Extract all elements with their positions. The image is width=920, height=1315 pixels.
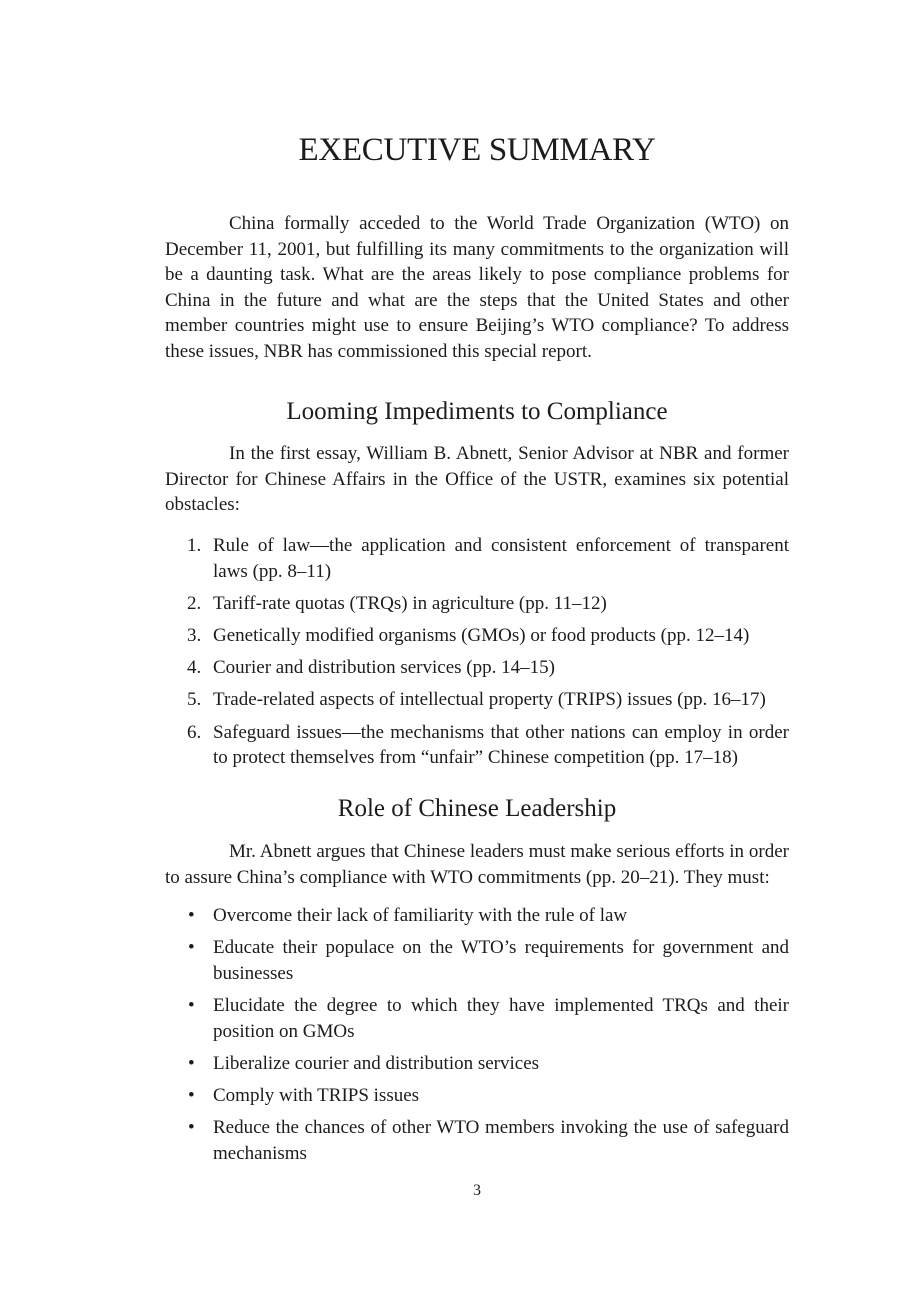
- bullet-icon: •: [188, 1052, 195, 1074]
- impediments-paragraph: In the first essay, William B. Abnett, Senior Advisor at NBR and former Director for Chinese Affairs in the Office of the USTR, examines six potential obstacles:: [165, 443, 789, 516]
- page-number: 3: [473, 1182, 481, 1199]
- list-item: [165, 591, 789, 617]
- requirements-list: [165, 903, 789, 1173]
- list-item-text: Genetically modified organisms (GMOs) or food products (pp. 12–14): [213, 624, 750, 646]
- list-number: 4.: [187, 657, 202, 679]
- list-item: [165, 655, 789, 681]
- list-number: 5.: [187, 689, 202, 711]
- section-heading-leadership: Role of Chinese Leadership: [337, 795, 617, 822]
- list-item: [165, 935, 789, 986]
- page-title: EXECUTIVE SUMMARY: [298, 132, 656, 168]
- list-item-text: Elucidate the degree to which they have implemented TRQs and their position on GMOs: [213, 994, 789, 1042]
- bullet-icon: •: [188, 994, 195, 1016]
- list-item-text: Reduce the chances of other WTO members invoking the use of safeguard mechanisms: [213, 1117, 789, 1164]
- section-heading-impediments: Looming Impediments to Compliance: [286, 398, 668, 425]
- list-item: [165, 1051, 789, 1077]
- bullet-icon: •: [188, 937, 195, 959]
- list-item-text: Educate their populace on the WTO’s requirements for government and businesses: [213, 937, 789, 984]
- list-item: [165, 1083, 789, 1109]
- list-item-text: Liberalize courier and distribution services: [213, 1052, 540, 1074]
- bullet-icon: •: [188, 1084, 195, 1106]
- list-item-text: Comply with TRIPS issues: [213, 1084, 420, 1106]
- list-number: 3.: [187, 624, 202, 646]
- list-item: [165, 1115, 789, 1166]
- list-item: [165, 720, 789, 771]
- bullet-icon: •: [188, 905, 195, 926]
- list-item: [165, 623, 789, 649]
- list-item: [165, 687, 789, 713]
- list-item: [165, 533, 789, 584]
- list-item-text: Tariff-rate quotas (TRQs) in agriculture (pp. 11–12): [213, 592, 607, 614]
- list-number: 2.: [187, 592, 202, 614]
- list-item-text: Rule of law—the application and consistent enforcement of transparent laws (pp. 8–11): [213, 535, 789, 582]
- list-item: [165, 903, 789, 929]
- list-item: [165, 993, 789, 1044]
- list-number: 1.: [187, 535, 202, 556]
- obstacles-list: [165, 533, 789, 777]
- list-item-text: Safeguard issues—the mechanisms that other nations can employ in order to protect themselves from “unfair” Chinese competition (pp. 17–18): [213, 721, 789, 769]
- list-item-text: Trade-related aspects of intellectual property (TRIPS) issues (pp. 16–17): [213, 689, 766, 711]
- list-item-text: Overcome their lack of familiarity with the rule of law: [213, 905, 628, 926]
- intro-paragraph: China formally acceded to the World Trade Organization (WTO) on December 11, 2001, but fulfilling its many commitments to the organization will be a daunting task. What are the areas likely to pose compliance problems for China in the future and what are the steps that the United States and other member countries might use to ensure Beijing’s WTO compliance? To address these issues, NBR has commissioned this special report.: [165, 213, 789, 362]
- bullet-icon: •: [188, 1117, 195, 1139]
- leadership-paragraph: Mr. Abnett argues that Chinese leaders must make serious efforts in order to assure China’s compliance with WTO commitments (pp. 20–21). They must:: [165, 841, 789, 888]
- list-number: 6.: [187, 721, 202, 743]
- list-item-text: Courier and distribution services (pp. 14–15): [213, 657, 555, 679]
